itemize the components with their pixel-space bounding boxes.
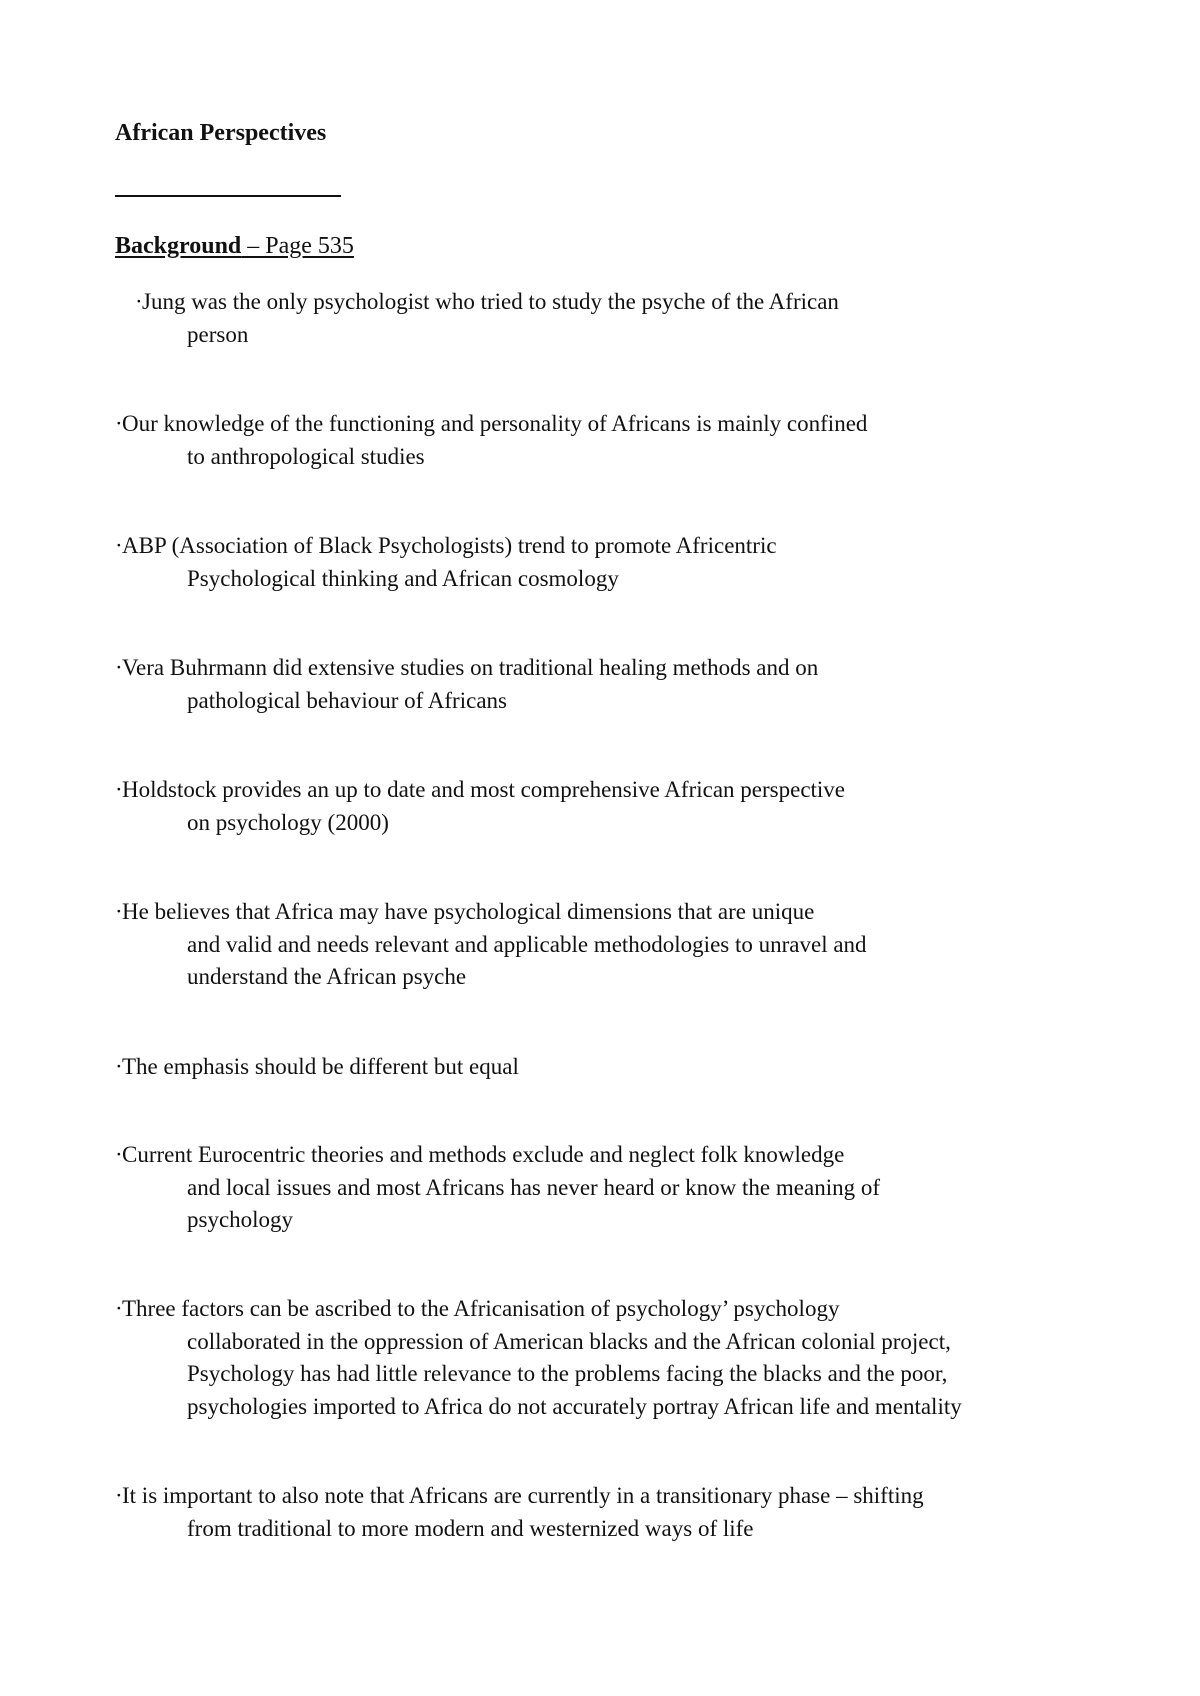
bullet-marker: ·	[115, 777, 123, 802]
bullet-marker: ·	[115, 1296, 123, 1321]
bullet-item	[115, 896, 1115, 994]
bullet-line: ·The emphasis should be different but equal	[115, 1051, 1115, 1084]
bullet-line: ·He believes that Africa may have psychological dimensions that are unique	[115, 896, 1115, 929]
bullet-marker: ·	[115, 411, 123, 436]
bullet-marker: ·	[115, 1483, 123, 1508]
bullet-line: ·Current Eurocentric theories and methods exclude and neglect folk knowledge	[115, 1139, 1115, 1172]
bullet-line: and local issues and most Africans has never heard or know the meaning of	[187, 1174, 880, 1200]
bullet-line: ·Three factors can be ascribed to the Africanisation of psychology’ psychology	[115, 1293, 1115, 1326]
bullet-item	[115, 1139, 1115, 1237]
bullet-line: understand the African psyche	[187, 964, 467, 989]
bullet-line: pathological behaviour of Africans	[187, 687, 507, 713]
bullet-item	[115, 1293, 1115, 1423]
bullet-item	[115, 1051, 1115, 1084]
bullet-marker: ·	[115, 899, 123, 924]
bullet-line: ·Vera Buhrmann did extensive studies on traditional healing methods and on	[115, 652, 1115, 685]
bullet-line: on psychology (2000)	[187, 809, 389, 835]
bullet-item	[115, 408, 1115, 473]
bullet-line: Psychological thinking and African cosmology	[187, 565, 619, 591]
bullet-line: to anthropological studies	[187, 443, 425, 469]
bullet-line: and valid and needs relevant and applicable methodologies to unravel and	[187, 931, 867, 957]
bullet-marker: ·	[135, 289, 143, 314]
bullet-item	[115, 1480, 1115, 1545]
bullet-line: ·Our knowledge of the functioning and personality of Africans is mainly confined	[115, 408, 1115, 441]
bullet-item	[115, 530, 1115, 595]
bullet-line: Psychology has had little relevance to the problems facing the blacks and the poor,	[187, 1361, 948, 1386]
bullet-marker: ·	[115, 1142, 123, 1167]
bullet-line: ·Jung was the only psychologist who tried to study the psyche of the African	[115, 286, 1115, 319]
document-title: African Perspectives	[115, 120, 327, 146]
title-underline-rule	[115, 195, 341, 197]
bullet-marker: ·	[115, 1054, 123, 1079]
section-heading-page-ref: – Page 535	[241, 233, 354, 259]
bullet-line: psychology	[187, 1207, 294, 1232]
section-heading-bold: Background	[115, 233, 242, 259]
bullet-line: ·Holdstock provides an up to date and most comprehensive African perspective	[115, 774, 1115, 807]
section-heading	[115, 231, 354, 261]
bullet-line: ·It is important to also note that Africans are currently in a transitionary phase – shifting	[115, 1480, 1115, 1513]
bullet-line: psychologies imported to Africa do not accurately portray African life and mentality	[187, 1393, 962, 1419]
bullet-line: collaborated in the oppression of American blacks and the African colonial project,	[187, 1328, 951, 1354]
bullet-marker: ·	[115, 655, 123, 680]
bullet-line: person	[187, 321, 249, 347]
bullet-line: ·ABP (Association of Black Psychologists) trend to promote Africentric	[115, 530, 1115, 563]
bullet-item	[115, 652, 1115, 717]
bullet-item	[115, 286, 1115, 351]
bullet-item	[115, 774, 1115, 839]
bullet-line: from traditional to more modern and westernized ways of life	[187, 1515, 754, 1541]
bullet-marker: ·	[115, 533, 123, 558]
